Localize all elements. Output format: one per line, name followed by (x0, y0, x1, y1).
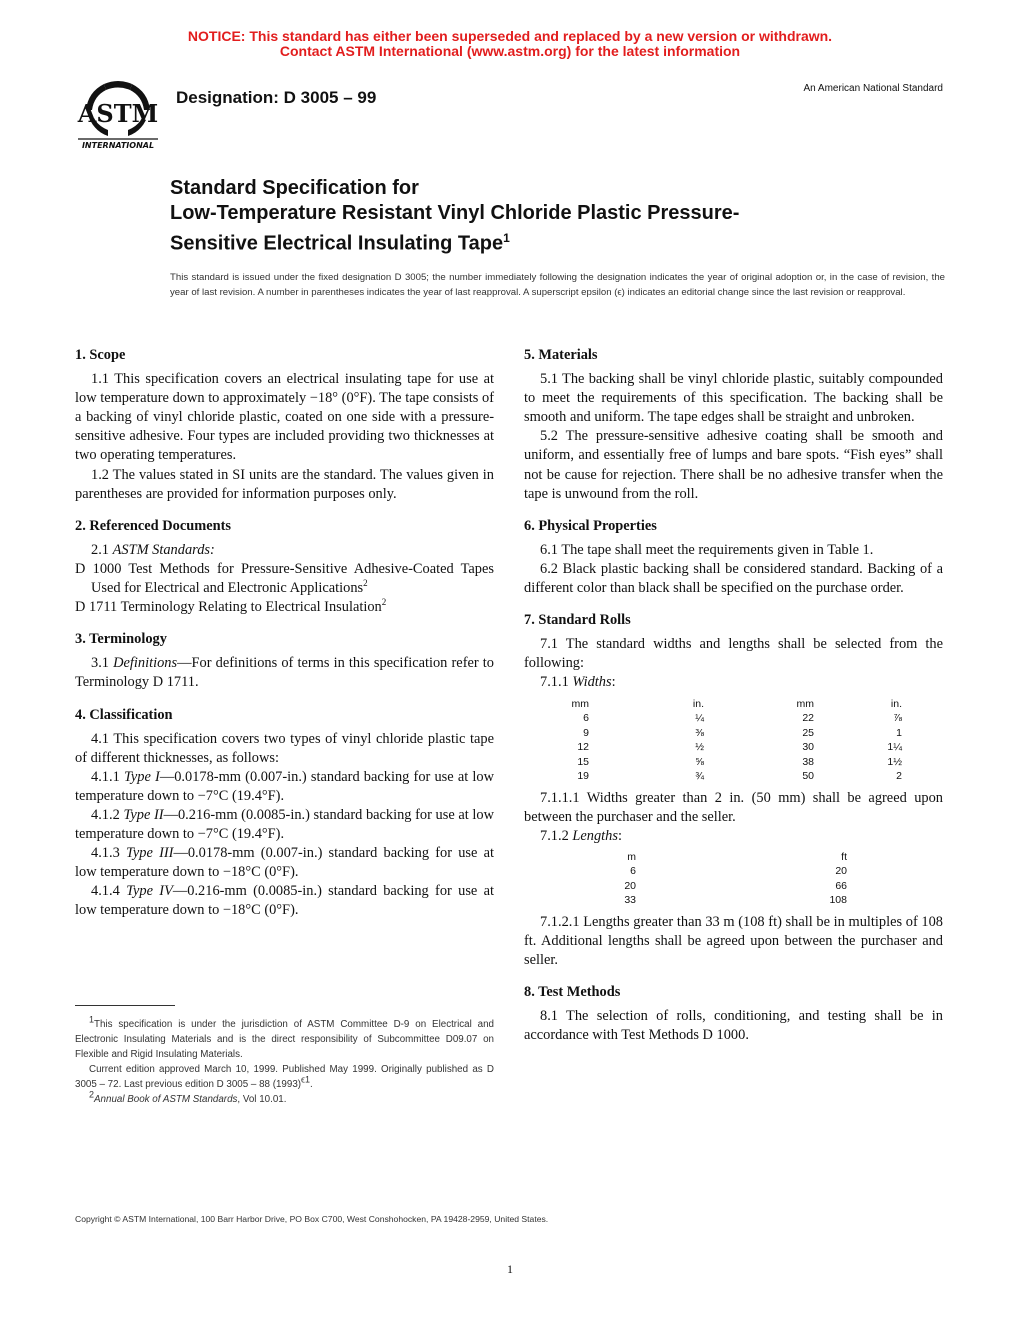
para-7-1-2-1: 7.1.2.1 Lengths greater than 33 m (108 ft) shall be in multiples of 108 ft. Additional lengths shall be agreed upon between the purchaser and seller. (524, 913, 943, 968)
para-7-1-2: 7.1.2 Lengths: (540, 827, 622, 844)
para-7-1: 7.1 The standard widths and lengths shall be selected from the following: (524, 636, 943, 672)
right-column (524, 346, 943, 1045)
para-4-1: 4.1 This specification covers two types of vinyl chloride plastic tape of different thicknesses, as follows: (75, 730, 494, 766)
widths-header-cell: in. (890, 697, 902, 710)
copyright: Copyright © ASTM International, 100 Barr Harbor Drive, PO Box C700, West Conshohocken, PA 19428-2959, United States. (75, 1214, 549, 1224)
table-row: 12 ½ 30 1¼ (577, 741, 902, 753)
lengths-table (524, 850, 943, 908)
lengths-header-cell: ft (841, 850, 847, 863)
american-national-standard: An American National Standard (803, 83, 943, 94)
widths-header-cell: mm (571, 697, 589, 710)
widths-table-header (524, 697, 943, 712)
table-row: 33 108 (624, 894, 847, 907)
para-1-1: 1.1 This specification covers an electrical insulating tape for use at low temperature down to approximately −18° (0°F). The tape consists of a backing of vinyl chloride plastic, coated on one side with a pressure-sensitive adhesive. Four types are included providing two thicknesses at two operating temperatures. (75, 371, 494, 464)
section-heading-scope: 1. Scope (75, 347, 126, 363)
para-7-1-1: 7.1.1 Widths: (540, 674, 616, 691)
table-row: 15 ⅝ 38 1½ (577, 755, 902, 768)
document-title (170, 176, 930, 257)
para-5-1: 5.1 The backing shall be vinyl chloride plastic, suitably compounded to meet the requirements of this specification. The backing shall be smooth and uniform. The tape edges shall be straight and unbroken. (524, 371, 943, 426)
para-5-2: 5.2 The pressure-sensitive adhesive coating shall be smooth and uniform, and essentially free of lumps and bare spots. “Fish eyes” shall not be cause for rejection. There shall be no adhesive transfer when the tape is unwound from the roll. (524, 428, 943, 502)
reference-d1711: D 1711 Terminology Relating to Electrical Insulation$^2$ (75, 597, 387, 616)
footnotes (75, 1014, 494, 1107)
para-1-2: 1.2 The values stated in SI units are the standard. The values given in parentheses are provided for information purposes only. (75, 466, 494, 502)
para-4-1-3: 4.1.3 Type III—0.0178-mm (0.007-in.) standard backing for use at low temperature down to −18°C (0°F). (75, 845, 494, 881)
table-row: 6 20 (630, 865, 847, 878)
para-7-1-1-1: 7.1.1.1 Widths greater than 2 in. (50 mm) shall be agreed upon between the purchaser and the seller. (524, 789, 943, 825)
title-line-1: Standard Specification for (170, 177, 419, 199)
footnote-1-edition: Current edition approved March 10, 1999. Published May 1999. Originally published as D 3005 – 72. Last previous edition D 3005 – 88 $(1993)^{\epsilon 1}$. (75, 1064, 494, 1090)
para-2-1: 2.1 ASTM Standards: (91, 541, 215, 558)
astm-logo (74, 76, 162, 152)
table-row: 9 ⅜ 25 1 (583, 726, 902, 739)
section-heading-referenced-documents: 2. Referenced Documents (75, 517, 231, 534)
notice-line-1: NOTICE: This standard has either been superseded and replaced by a new version or withdrawn. (187, 28, 833, 44)
para-8-1: 8.1 The selection of rolls, conditioning, and testing shall be in accordance with Test Methods D 1000. (524, 1008, 943, 1044)
widths-table (524, 697, 943, 784)
section-heading-physical-properties: 6. Physical Properties (524, 517, 657, 534)
footnote-rule (75, 1005, 175, 1006)
section-heading-standard-rolls: 7. Standard Rolls (524, 612, 631, 629)
reference-d1000: D 1000 Test Methods for Pressure-Sensitive Adhesive-Coated Tapes Used for Electrical and Electronic Applications$^2$ (75, 560, 494, 597)
table-row: 19 ¾ 50 2 (577, 770, 902, 782)
issue-note: This standard is issued under the fixed designation D 3005; the number immediately following the designation indicates the year of original adoption or, in the case of revision, the year of last revision. A number in parentheses indicates the year of last reapproval. A superscript epsilon (ϵ) indicates an editorial change since the last revision or reapproval. (170, 272, 945, 298)
designation: Designation: D 3005 – 99 (176, 88, 377, 107)
para-4-1-2: 4.1.2 Type II—0.216-mm (0.0085-in.) standard backing for use at low temperature down to −7°C (19.4°F). (75, 806, 494, 843)
section-heading-materials: 5. Materials (524, 347, 598, 363)
footnote-1: $^1$This specification is under the jurisdiction of ASTM Committee D-9 on Electrical and Electronic Insulating Materials and is the direct responsibility of Subcommittee D09.07 on Flexible and Rigid Insulating Materials. (75, 1014, 494, 1060)
logo-text: ASTM (77, 99, 159, 128)
footnote-2: $^2$Annual Book of ASTM Standards, Vol 10.01. (89, 1089, 287, 1105)
widths-header-cell: mm (796, 697, 814, 710)
title-line-3: Sensitive Electrical Insulating Tape (170, 232, 504, 255)
notice-line-2: Contact ASTM International (www.astm.org) for the latest information (279, 43, 741, 59)
logo-subtext: INTERNATIONAL (81, 141, 155, 150)
para-6-1: 6.1 The tape shall meet the requirements given in Table 1. (540, 541, 874, 558)
title-footnote-ref: 1 (503, 231, 510, 245)
para-4-1-1: 4.1.1 Type I—0.0178-mm (0.007-in.) standard backing for use at low temperature down to −7°C (19.4°F). (75, 768, 494, 804)
widths-header-cell: in. (692, 697, 704, 710)
table-row: 20 66 (624, 879, 847, 892)
para-6-2: 6.2 Black plastic backing shall be considered standard. Backing of a different color than black shall be specified on the purchase order. (524, 560, 943, 597)
para-4-1-4: 4.1.4 Type IV—0.216-mm (0.0085-in.) standard backing for use at low temperature down to −18°C (0°F). (75, 883, 494, 919)
table-row: 6 ¼ 22 ⅞ (583, 712, 902, 724)
section-heading-terminology: 3. Terminology (75, 631, 167, 648)
left-column (75, 346, 494, 921)
section-heading-test-methods: 8. Test Methods (524, 984, 621, 1001)
lengths-header-cell: m (627, 850, 636, 863)
page-number: 1 (507, 1262, 513, 1276)
lengths-table-header (524, 850, 943, 865)
section-heading-classification: 4. Classification (75, 706, 173, 723)
title-line-2: Low-Temperature Resistant Vinyl Chloride Plastic Pressure- (170, 202, 740, 224)
para-3-1: 3.1 Definitions—For definitions of terms in this specification refer to Terminology D 1711. (75, 655, 494, 691)
